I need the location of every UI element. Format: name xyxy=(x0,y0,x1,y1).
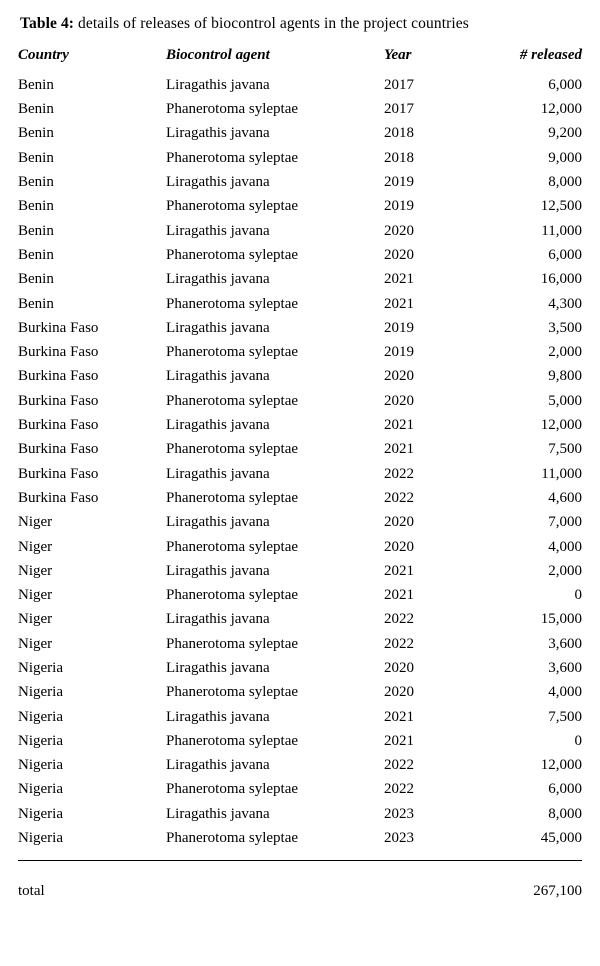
cell-agent: Phanerotoma syleptae xyxy=(166,830,299,847)
cell-year: 2021 xyxy=(384,271,414,288)
cell-country: Benin xyxy=(18,295,54,312)
cell-released: 12,000 xyxy=(540,757,582,774)
cell-agent: Liragathis javana xyxy=(166,805,270,822)
cell-agent: Liragathis javana xyxy=(166,708,270,725)
table-row xyxy=(18,195,582,219)
table-row xyxy=(18,414,582,438)
cell-year: 2020 xyxy=(384,222,414,239)
cell-agent: Phanerotoma syleptae xyxy=(166,538,299,555)
cell-country: Nigeria xyxy=(18,732,63,749)
cell-country: Nigeria xyxy=(18,757,63,774)
table-row xyxy=(18,729,582,753)
table-row xyxy=(18,389,582,413)
cell-agent: Phanerotoma syleptae xyxy=(166,101,299,118)
cell-year: 2020 xyxy=(384,684,414,701)
table-caption-text: details of releases of biocontrol agents in the project countries xyxy=(74,15,469,32)
table-row xyxy=(18,608,582,632)
cell-year: 2018 xyxy=(384,149,414,166)
cell-year: 2017 xyxy=(384,76,414,93)
cell-year: 2022 xyxy=(384,635,414,652)
cell-released: 6,000 xyxy=(548,781,582,798)
cell-agent: Phanerotoma syleptae xyxy=(166,441,299,458)
cell-country: Nigeria xyxy=(18,708,63,725)
table-row xyxy=(18,98,582,122)
cell-released: 9,800 xyxy=(548,368,582,385)
cell-country: Nigeria xyxy=(18,805,63,822)
cell-agent: Liragathis javana xyxy=(166,222,270,239)
cell-agent: Liragathis javana xyxy=(166,125,270,142)
table-row xyxy=(18,268,582,292)
biocontrol-releases-table xyxy=(18,47,582,851)
cell-agent: Phanerotoma syleptae xyxy=(166,246,299,263)
cell-year: 2022 xyxy=(384,465,414,482)
column-header-year: Year xyxy=(384,47,412,64)
column-header-country: Country xyxy=(18,47,69,64)
cell-country: Burkina Faso xyxy=(18,441,99,458)
cell-year: 2018 xyxy=(384,125,414,142)
cell-country: Burkina Faso xyxy=(18,344,99,361)
cell-year: 2022 xyxy=(384,781,414,798)
cell-country: Benin xyxy=(18,76,54,93)
table-row xyxy=(18,219,582,243)
cell-released: 0 xyxy=(574,587,582,604)
cell-released: 11,000 xyxy=(541,222,582,239)
cell-released: 5,000 xyxy=(548,392,582,409)
table-bottom-rule xyxy=(18,860,582,861)
column-header-agent: Biocontrol agent xyxy=(166,47,270,64)
table-row xyxy=(18,559,582,583)
total-label: total xyxy=(18,882,45,899)
table-row xyxy=(18,316,582,340)
cell-year: 2020 xyxy=(384,660,414,676)
cell-year: 2017 xyxy=(384,101,414,118)
cell-agent: Phanerotoma syleptae xyxy=(166,684,299,701)
cell-released: 8,000 xyxy=(548,805,582,822)
cell-country: Nigeria xyxy=(18,830,63,847)
cell-released: 45,000 xyxy=(540,830,582,847)
cell-agent: Liragathis javana xyxy=(166,174,270,191)
table-row xyxy=(18,122,582,146)
table-header xyxy=(18,47,582,73)
table-row xyxy=(18,292,582,316)
cell-country: Burkina Faso xyxy=(18,489,99,506)
total-value: 267,100 xyxy=(533,882,582,899)
cell-year: 2021 xyxy=(384,562,414,579)
cell-released: 7,500 xyxy=(548,441,582,458)
table-row xyxy=(18,681,582,705)
cell-agent: Liragathis javana xyxy=(166,757,270,774)
cell-released: 9,000 xyxy=(548,149,582,166)
table-row xyxy=(18,171,582,195)
cell-country: Benin xyxy=(18,198,54,215)
cell-agent: Liragathis javana xyxy=(166,465,270,482)
cell-year: 2020 xyxy=(384,538,414,555)
cell-country: Benin xyxy=(18,149,54,166)
cell-released: 12,000 xyxy=(540,101,582,118)
cell-released: 8,000 xyxy=(548,174,582,191)
cell-country: Burkina Faso xyxy=(18,392,99,409)
cell-year: 2021 xyxy=(384,587,414,604)
cell-agent: Liragathis javana xyxy=(166,514,270,531)
cell-agent: Liragathis javana xyxy=(166,611,270,628)
cell-country: Niger xyxy=(18,538,53,555)
cell-agent: Phanerotoma syleptae xyxy=(166,635,299,652)
table-row xyxy=(18,535,582,559)
cell-year: 2022 xyxy=(384,489,414,506)
cell-year: 2021 xyxy=(384,417,414,434)
cell-agent: Phanerotoma syleptae xyxy=(166,781,299,798)
cell-year: 2019 xyxy=(384,198,414,215)
cell-country: Benin xyxy=(18,101,54,118)
cell-year: 2023 xyxy=(384,830,414,847)
cell-agent: Liragathis javana xyxy=(166,76,270,93)
table-row xyxy=(18,754,582,778)
table-row xyxy=(18,341,582,365)
cell-country: Nigeria xyxy=(18,660,63,676)
cell-released: 7,500 xyxy=(548,708,582,725)
cell-released: 7,000 xyxy=(548,514,582,531)
table-row xyxy=(18,73,582,97)
column-header-released: # released xyxy=(519,47,582,64)
table-row xyxy=(18,584,582,608)
table-row xyxy=(18,657,582,681)
cell-agent: Phanerotoma syleptae xyxy=(166,732,299,749)
cell-released: 12,500 xyxy=(540,198,582,215)
table-row xyxy=(18,705,582,729)
cell-agent: Phanerotoma syleptae xyxy=(166,344,299,361)
cell-agent: Liragathis javana xyxy=(166,417,270,434)
cell-released: 0 xyxy=(574,732,582,749)
cell-year: 2020 xyxy=(384,246,414,263)
table-row xyxy=(18,511,582,535)
cell-released: 4,600 xyxy=(548,489,582,506)
cell-released: 3,500 xyxy=(548,319,582,336)
cell-released: 2,000 xyxy=(548,562,582,579)
cell-year: 2022 xyxy=(384,611,414,628)
cell-year: 2020 xyxy=(384,514,414,531)
cell-country: Nigeria xyxy=(18,781,63,798)
table-row xyxy=(18,486,582,510)
cell-country: Niger xyxy=(18,562,53,579)
cell-released: 3,600 xyxy=(548,660,582,676)
cell-agent: Liragathis javana xyxy=(166,319,270,336)
table-caption xyxy=(20,14,582,33)
cell-released: 4,300 xyxy=(548,295,582,312)
table-row xyxy=(18,438,582,462)
cell-released: 4,000 xyxy=(548,538,582,555)
table-row xyxy=(18,632,582,656)
cell-released: 16,000 xyxy=(540,271,582,288)
cell-agent: Liragathis javana xyxy=(166,562,270,579)
cell-country: Burkina Faso xyxy=(18,368,99,385)
cell-year: 2023 xyxy=(384,805,414,822)
cell-country: Niger xyxy=(18,587,53,604)
cell-agent: Phanerotoma syleptae xyxy=(166,149,299,166)
cell-country: Nigeria xyxy=(18,684,63,701)
table-row xyxy=(18,827,582,851)
table-row xyxy=(18,365,582,389)
cell-released: 9,200 xyxy=(548,125,582,142)
cell-released: 6,000 xyxy=(548,246,582,263)
cell-country: Burkina Faso xyxy=(18,417,99,434)
cell-year: 2021 xyxy=(384,441,414,458)
cell-country: Niger xyxy=(18,611,53,628)
cell-agent: Liragathis javana xyxy=(166,271,270,288)
table-caption-label: Table 4: xyxy=(20,15,75,32)
table-row xyxy=(18,778,582,802)
cell-released: 3,600 xyxy=(548,635,582,652)
cell-country: Benin xyxy=(18,271,54,288)
cell-agent: Phanerotoma syleptae xyxy=(166,587,299,604)
cell-year: 2021 xyxy=(384,295,414,312)
cell-country: Niger xyxy=(18,635,53,652)
cell-released: 6,000 xyxy=(548,76,582,93)
table-row xyxy=(18,462,582,486)
cell-year: 2019 xyxy=(384,319,414,336)
total-row xyxy=(18,883,582,900)
cell-year: 2020 xyxy=(384,368,414,385)
table-row xyxy=(18,146,582,170)
cell-year: 2022 xyxy=(384,757,414,774)
table-body xyxy=(18,73,582,851)
cell-agent: Liragathis javana xyxy=(166,660,270,676)
cell-country: Benin xyxy=(18,222,54,239)
cell-released: 15,000 xyxy=(540,611,582,628)
cell-year: 2019 xyxy=(384,344,414,361)
table-header-row xyxy=(18,47,582,73)
cell-agent: Phanerotoma syleptae xyxy=(166,295,299,312)
cell-country: Benin xyxy=(18,125,54,142)
cell-agent: Liragathis javana xyxy=(166,368,270,385)
table-row xyxy=(18,243,582,267)
cell-year: 2021 xyxy=(384,708,414,725)
cell-agent: Phanerotoma syleptae xyxy=(166,392,299,409)
cell-released: 4,000 xyxy=(548,684,582,701)
table-row xyxy=(18,802,582,826)
cell-year: 2019 xyxy=(384,174,414,191)
cell-country: Burkina Faso xyxy=(18,319,99,336)
cell-country: Benin xyxy=(18,246,54,263)
cell-year: 2020 xyxy=(384,392,414,409)
cell-agent: Phanerotoma syleptae xyxy=(166,489,299,506)
cell-released: 2,000 xyxy=(548,344,582,361)
cell-year: 2021 xyxy=(384,732,414,749)
cell-released: 11,000 xyxy=(541,465,582,482)
cell-country: Benin xyxy=(18,174,54,191)
cell-country: Niger xyxy=(18,514,53,531)
cell-agent: Phanerotoma syleptae xyxy=(166,198,299,215)
cell-country: Burkina Faso xyxy=(18,465,99,482)
cell-released: 12,000 xyxy=(540,417,582,434)
